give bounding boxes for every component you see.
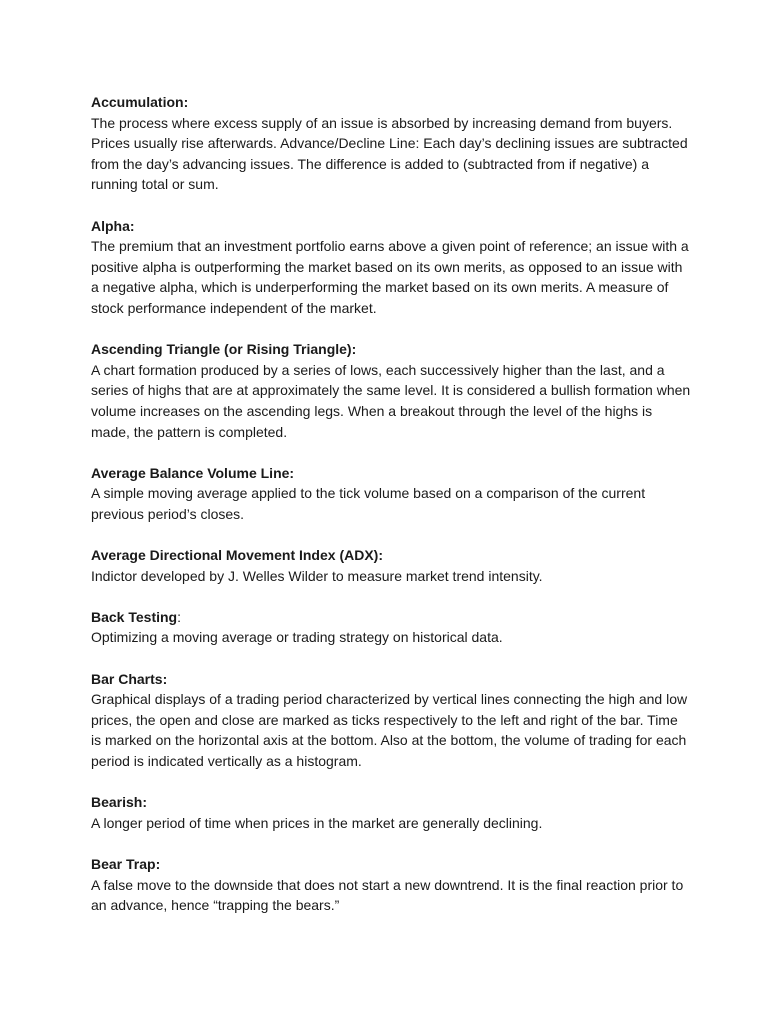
glossary-entry-back-testing xyxy=(91,607,691,648)
term-text: Accumulation: xyxy=(91,94,189,110)
term-suffix: : xyxy=(177,608,181,625)
glossary-entry-average-balance-volume-line xyxy=(91,463,691,525)
glossary-entry-adx xyxy=(91,545,691,586)
term-definition: Optimizing a moving average or trading strategy on historical data. xyxy=(91,629,503,646)
glossary-entry-bar-charts xyxy=(91,669,691,772)
term-definition: A longer period of time when prices in the market are generally declining. xyxy=(91,814,543,831)
term-text: Alpha: xyxy=(91,217,135,234)
term-definition: A false move to the downside that does not start a new downtrend. It is the final reaction prior to an advance, hence “trapping the bears.” xyxy=(91,876,684,914)
term-heading xyxy=(91,545,691,566)
term-heading xyxy=(91,669,691,690)
term-heading xyxy=(91,339,691,360)
term-heading xyxy=(91,463,691,484)
glossary-entry-accumulation xyxy=(91,92,691,195)
glossary-entry-bearish xyxy=(91,792,691,833)
term-heading xyxy=(91,607,691,628)
glossary-page xyxy=(91,92,691,936)
term-definition: A simple moving average applied to the tick volume based on a comparison of the current previous period’s closes. xyxy=(91,485,646,522)
term-heading xyxy=(91,92,691,113)
glossary-entry-ascending-triangle xyxy=(91,339,691,442)
term-text: Bear Trap: xyxy=(91,855,161,872)
term-text: Ascending Triangle (or Rising Triangle): xyxy=(91,341,357,358)
term-text: Bar Charts: xyxy=(91,670,168,687)
glossary-entry-bear-trap xyxy=(91,854,691,916)
term-heading xyxy=(91,216,691,237)
term-text: Back Testing xyxy=(91,608,178,625)
term-heading xyxy=(91,792,691,813)
term-definition: The premium that an investment portfolio earns above a given point of reference; an issue with a positive alpha is outperforming the market based on its own merits, as opposed to an issue with a negative alpha, which is underperforming the market based on its own merits. A measure of stock performance independent of the market. xyxy=(91,238,689,316)
term-text: Average Directional Movement Index (ADX): xyxy=(91,547,383,564)
term-text: Average Balance Volume Line: xyxy=(91,464,295,481)
term-heading xyxy=(91,854,691,875)
term-text: Bearish: xyxy=(91,794,148,811)
term-definition: Graphical displays of a trading period characterized by vertical lines connecting the high and low prices, the open and close are marked as ticks respectively to the left and right of the bar. Time is marked on the horizontal axis at the bottom. Also at the bottom, the volume of trading for each period is indicated vertically as a histogram. xyxy=(91,691,688,769)
term-definition: A chart formation produced by a series of lows, each successively higher than the last, and a series of highs that are at approximately the same level. It is considered a bullish formation when volume increases on the ascending legs. When a breakout through the level of the highs is made, the pattern is completed. xyxy=(91,361,691,440)
term-definition: The process where excess supply of an issue is absorbed by increasing demand from buyers. Prices usually rise afterwards. Advance/Decline Line: Each day’s declining issues are subtracted from the day’s advancing issues. The difference is added to (subtracted from if negative) a running total or sum. xyxy=(91,114,688,193)
term-definition: Indictor developed by J. Welles Wilder to measure market trend intensity. xyxy=(91,567,543,584)
glossary-entry-alpha xyxy=(91,216,691,319)
